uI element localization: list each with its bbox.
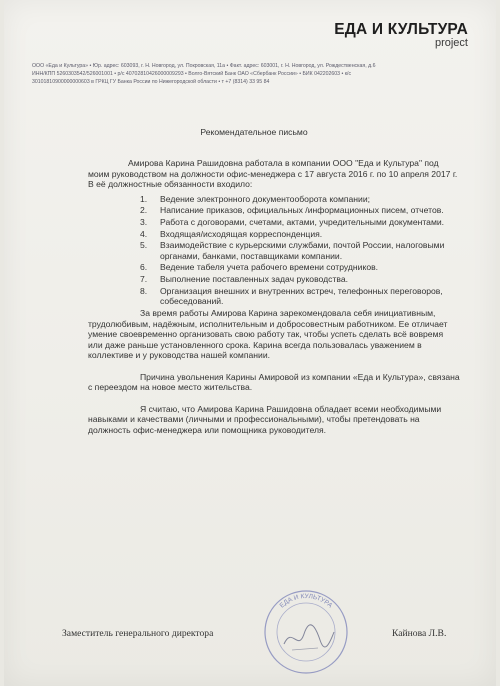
recommendation-paragraph: Я считаю, что Амирова Карина Рашидовна обладает всеми необходимыми навыками и качествами (личными и профессиональными), чтобы претендовать на должность офис-менеджера или помощника руководителя. xyxy=(88,403,442,435)
company-requisites xyxy=(32,62,472,86)
signatory-position: Заместитель генерального директора xyxy=(62,628,214,639)
letter-body xyxy=(88,158,460,435)
duty-item: Работа с договорами, счетами, актами, учредительными документами. xyxy=(160,216,445,227)
company-logo xyxy=(334,22,468,49)
duty-item: Написание приказов, официальных /информационных писем, отчетов. xyxy=(160,205,444,216)
logo-sub-text: project xyxy=(434,37,468,49)
dismissal-reason-paragraph: Причина увольнения Карины Амировой из компании «Еда и Культура», связана с переездом на новое место жительства. xyxy=(88,371,460,392)
requisites-line: ИНН/КПП 5260303542/526001001 • р/с 40702810426000009293 • Волго-Вятский Банк ОАО «Сбербанк России» • БИК 042202603 • к/с xyxy=(32,71,352,77)
duties-intro: В её должностные обязанности входило: xyxy=(88,179,253,189)
duty-item: Ведение табеля учета рабочего времени сотрудников. xyxy=(160,262,379,273)
duty-item: Взаимодействие с курьерскими службами, почтой России, налоговыми органами, банками, поставщиками компании. xyxy=(160,240,445,261)
logo-main-text: ЕДА И КУЛЬТУРА xyxy=(334,21,468,38)
svg-text:ЕДА И КУЛЬТУРА: ЕДА И КУЛЬТУРА xyxy=(278,592,334,610)
duties-list xyxy=(88,194,460,307)
company-stamp xyxy=(262,588,350,676)
requisites-line: 30101810900000000603 в ГРКЦ ГУ Банка России по Нижегородской области • т +7 (8314) 33 95 84 xyxy=(32,79,270,85)
duty-item: Выполнение поставленных задач руководства. xyxy=(160,274,349,285)
duty-item: Входящая/исходящая корреспонденция. xyxy=(160,228,323,239)
letter-title: Рекомендательное письмо xyxy=(200,127,308,137)
signatory-name: Кайнова Л.В. xyxy=(392,628,447,639)
requisites-line: ООО «Еда и Культура» • Юр. адрес: 603093, г. Н. Новгород, ул. Покровская, 11а • Факт. адрес: 603001, г. Н. Новгород, ул. Рождественская, д.6 xyxy=(32,63,376,69)
intro-paragraph: Амирова Карина Рашидовна работала в компании ООО "Еда и Культура" под моим руководством на должности офис-менеджера с 17 августа 2016 г. по 10 апреля 2017 г. xyxy=(88,158,458,179)
duty-item: Организация внешних и внутренних встреч, телефонных переговоров, собеседований. xyxy=(160,285,443,307)
evaluation-paragraph: За время работы Амирова Карина зарекомендовала себя инициативным, трудолюбивым, надёжным, исполнительным и добросовестным работником. Ее отличает умение своевременно организовать свою работу так, чтобы успеть сделать всё вовремя или даже раньше установленного срока. Карина всегда пользовалась уважением в коллективе и у руководства нашей компании. xyxy=(88,308,448,360)
duty-item: Ведение электронного документооборота компании; xyxy=(160,193,371,204)
letter-sheet xyxy=(4,0,496,686)
